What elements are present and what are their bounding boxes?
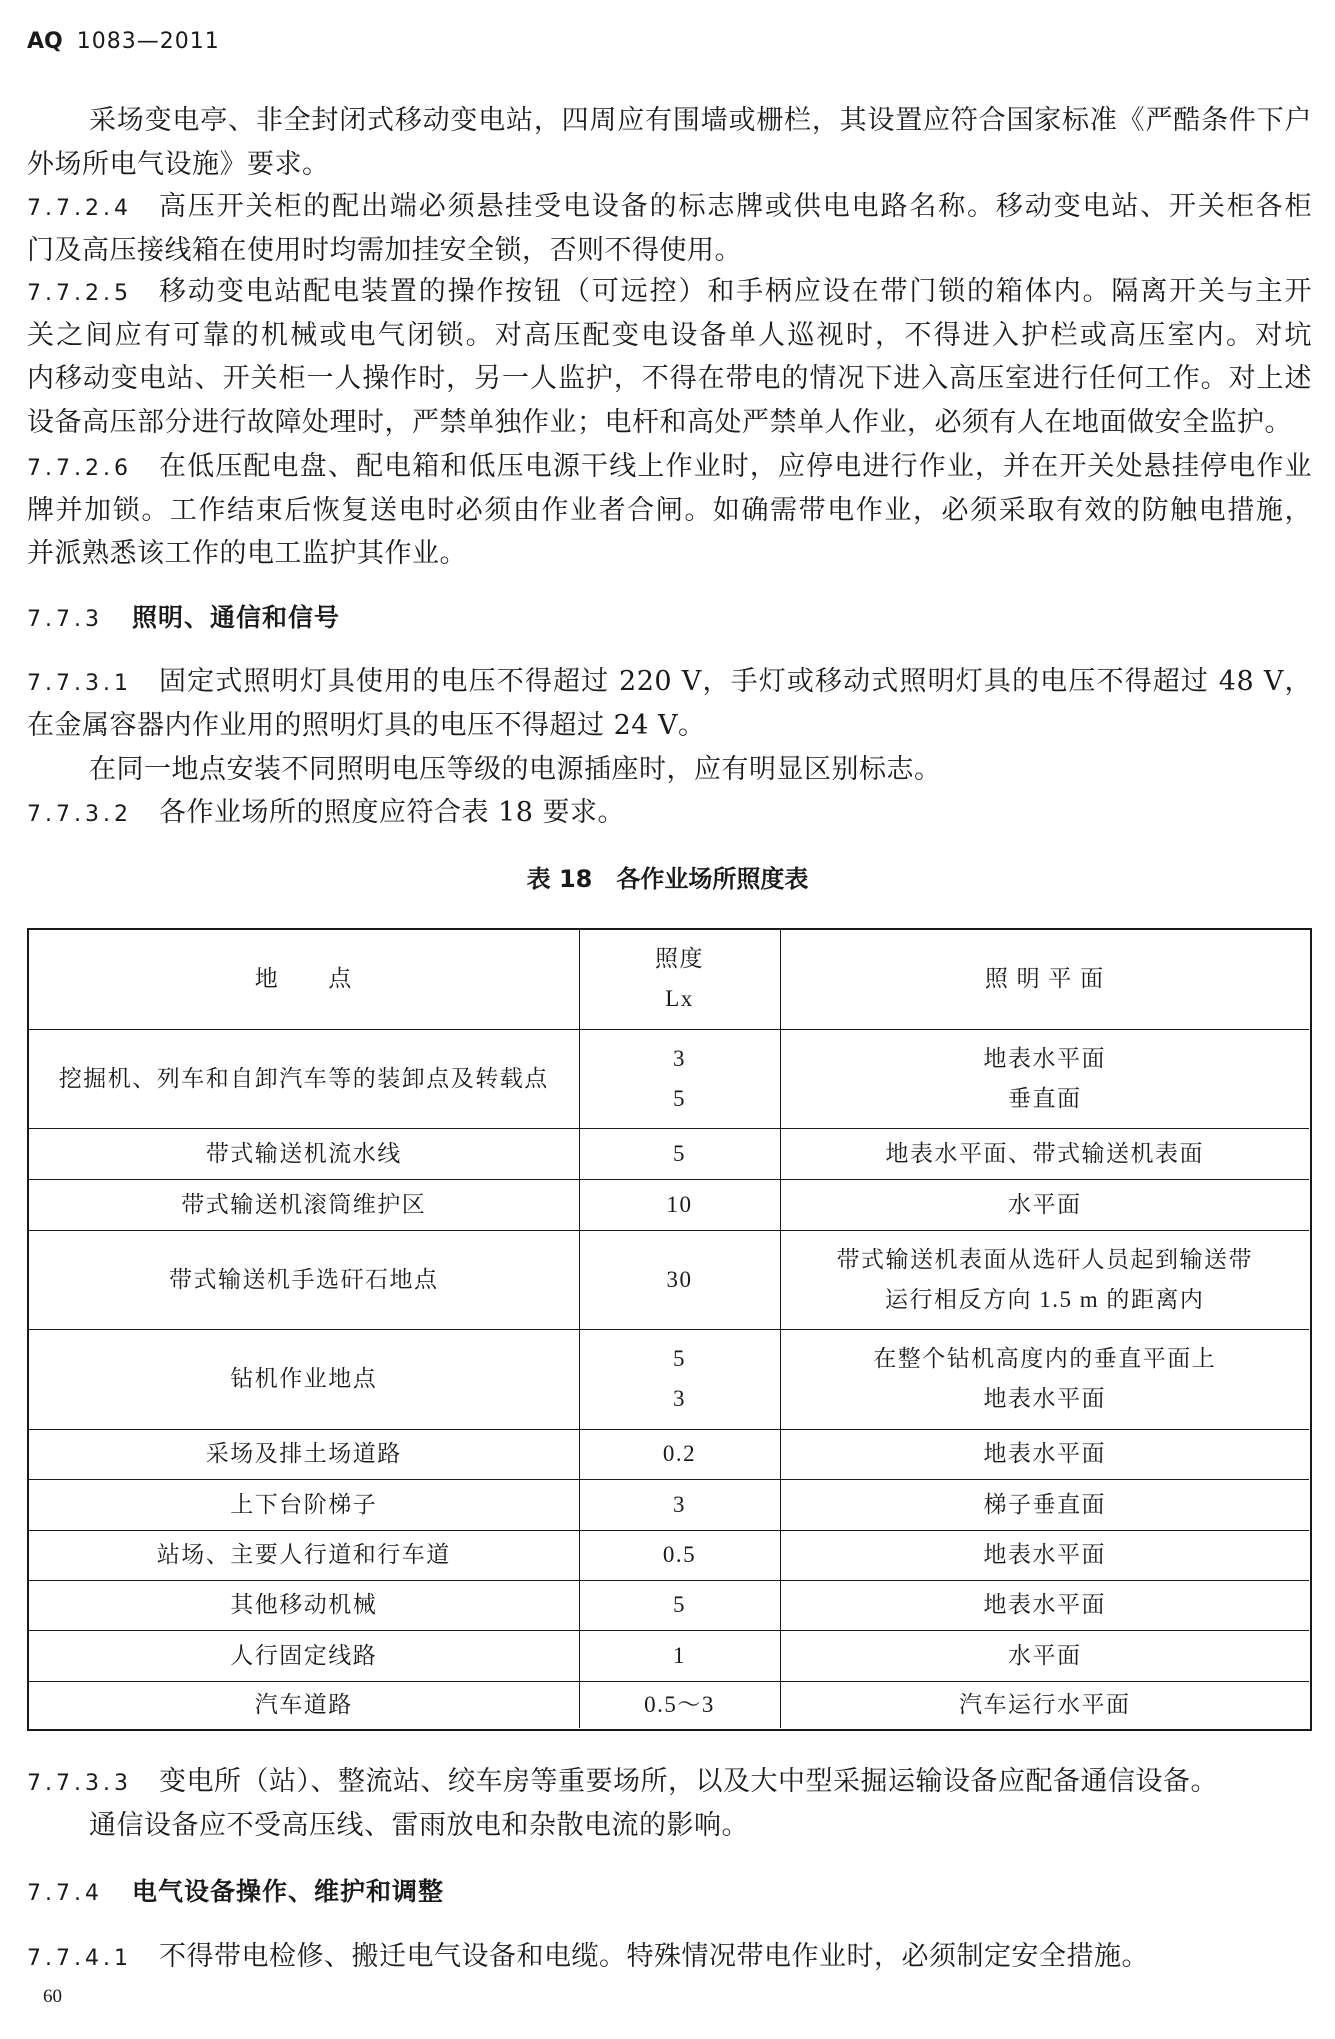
cell-line: 带式输送机流水线	[205, 1140, 402, 1166]
cell-location	[29, 1231, 580, 1330]
cell-line: 带式输送机表面从选矸人员起到输送带	[836, 1246, 1253, 1272]
cell-line: 30	[666, 1266, 693, 1292]
standard-number: 1083—2011	[76, 29, 220, 54]
cell-illuminance	[580, 1030, 781, 1129]
clause-7-7-3-1	[27, 660, 1312, 747]
text-line: 设备高压部分进行故障处理时，严禁单独作业；电杆和高处严禁单人作业，必须有人在地面做安全监护。	[27, 406, 1292, 438]
cell-location	[29, 1682, 580, 1729]
cell-line: 其他移动机械	[230, 1592, 378, 1617]
text-line: 关之间应有可靠的机械或电气闭锁。对高压配变电设备单人巡视时，不得进入护栏或高压室内。对坑	[27, 319, 1312, 351]
text-line: 固定式照明灯具使用的电压不得超过 220 V，手灯或移动式照明灯具的电压不得超过 48 V，	[159, 666, 1312, 697]
cell-lighting-plane	[781, 1531, 1310, 1581]
cell-location	[29, 1030, 580, 1129]
section-title: 照明、通信和信号	[132, 603, 341, 632]
section-title: 电气设备操作、维护和调整	[132, 1877, 445, 1906]
cell-location	[29, 1631, 580, 1682]
standard-prefix: AQ	[27, 29, 63, 54]
cell-line: 地表水平面	[983, 1592, 1106, 1617]
clause-first-line	[27, 791, 1312, 835]
cell-line: 0.5	[662, 1542, 697, 1567]
cell-lighting-plane	[781, 1330, 1310, 1430]
cell-location	[29, 1129, 580, 1180]
cell-illuminance	[580, 1480, 781, 1531]
cell-line: 地 点	[254, 966, 353, 992]
cell-lighting-plane	[781, 1180, 1310, 1231]
cell-line: 地表水平面	[983, 1441, 1106, 1466]
cell-lighting-plane	[781, 1231, 1310, 1330]
cell-line: 上下台阶梯子	[230, 1491, 378, 1517]
cell-line: 地表水平面	[983, 1386, 1106, 1411]
cell-location	[29, 1430, 580, 1480]
text-line: 不得带电检修、搬迁电气设备和电缆。特殊情况带电作业时，必须制定安全措施。	[159, 1941, 1149, 1972]
clause-number: 7.7.2.6	[27, 456, 132, 481]
cell-line: 3	[673, 1045, 686, 1071]
clause-first-line	[27, 445, 1312, 489]
page-number: 60	[43, 1986, 62, 2007]
cell-line: 3	[673, 1386, 686, 1411]
cell-lighting-plane	[781, 1129, 1310, 1180]
heading-line	[27, 596, 1312, 640]
cell-line: 挖掘机、列车和自卸汽车等的装卸点及转载点	[58, 1065, 549, 1091]
cell-location	[29, 1581, 580, 1631]
cell-line: 梯子垂直面	[983, 1491, 1106, 1517]
cell-line: 站场、主要人行道和行车道	[156, 1542, 451, 1567]
cell-illuminance	[580, 1180, 781, 1231]
cell-line: 5	[673, 1140, 686, 1166]
text-line: 移动变电站配电装置的操作按钮（可远控）和手柄应设在带门锁的箱体内。隔离开关与主开	[159, 276, 1312, 307]
table-header-illuminance	[580, 930, 781, 1030]
text-line: 在同一地点安装不同照明电压等级的电源插座时，应有明显区别标志。	[89, 754, 942, 785]
clause-number: 7.7.2.5	[27, 281, 132, 306]
cell-line: 10	[666, 1191, 693, 1217]
cell-lighting-plane	[781, 1480, 1310, 1531]
clause-7-7-4-1	[27, 1935, 1312, 1979]
cell-line: 水平面	[1008, 1191, 1082, 1217]
clause-number: 7.7.2.4	[27, 196, 132, 221]
text-line: 各作业场所的照度应符合表 18 要求。	[159, 797, 626, 828]
text-line: 在金属容器内作业用的照明灯具的电压不得超过 24 V。	[27, 709, 706, 741]
table-title: 表 18 各作业场所照度表	[526, 865, 809, 893]
cell-illuminance	[580, 1430, 781, 1480]
text-line: 高压开关柜的配出端必须悬挂受电设备的标志牌或供电电路名称。移动变电站、开关柜各柜	[159, 191, 1312, 222]
cell-illuminance	[580, 1682, 781, 1729]
cell-line: 汽车运行水平面	[959, 1691, 1131, 1717]
text-line: 门及高压接线箱在使用时均需加挂安全锁，否则不得使用。	[27, 234, 742, 266]
cell-line: 照 明 平 面	[984, 966, 1105, 992]
section-number: 7.7.3	[27, 607, 103, 632]
cell-line: 3	[673, 1491, 686, 1517]
clause-first-line	[27, 185, 1312, 229]
clause-7-7-2-6	[27, 445, 1312, 576]
intro-paragraph	[27, 99, 1312, 186]
clause-first-line	[27, 270, 1312, 314]
cell-location	[29, 1531, 580, 1581]
cell-location	[29, 1480, 580, 1531]
heading-line	[27, 1870, 1312, 1914]
clause-7-7-2-5	[27, 270, 1312, 444]
cell-lighting-plane	[781, 1030, 1310, 1129]
cell-line: 运行相反方向 1.5 m 的距离内	[885, 1286, 1205, 1312]
clause-first-line	[27, 1935, 1312, 1979]
cell-line: 汽车道路	[254, 1691, 353, 1717]
cell-illuminance	[580, 1531, 781, 1581]
clause-first-line	[27, 660, 1312, 704]
cell-line: 5	[673, 1346, 686, 1371]
cell-line: 5	[673, 1085, 686, 1111]
text-line: 通信设备应不受高压线、雷雨放电和杂散电流的影响。	[89, 1810, 749, 1841]
cell-illuminance	[580, 1129, 781, 1180]
cell-line: 地表水平面	[983, 1542, 1106, 1567]
section-heading-7-7-4	[27, 1870, 1312, 1914]
cell-line: 5	[673, 1592, 686, 1617]
cell-illuminance	[580, 1231, 781, 1330]
section-number: 7.7.4	[27, 1881, 103, 1906]
cell-line: 带式输送机滚筒维护区	[181, 1191, 427, 1217]
clause-7-7-3-2	[27, 791, 1312, 835]
text-line: 并派熟悉该工作的电工监护其作业。	[27, 538, 467, 569]
table-header-location	[29, 930, 580, 1030]
clause-7-7-3-3	[27, 1760, 1312, 1804]
cell-line: 0.5～3	[644, 1691, 715, 1717]
cell-lighting-plane	[781, 1430, 1310, 1480]
cell-line: 采场及排土场道路	[205, 1441, 402, 1466]
text-line: 外场所电气设施》要求。	[27, 148, 330, 180]
clause-7-7-2-4	[27, 185, 1312, 272]
cell-illuminance	[580, 1330, 781, 1430]
cell-line: 在整个钻机高度内的垂直平面上	[873, 1346, 1217, 1371]
text-line: 采场变电亭、非全封闭式移动变电站，四周应有围墙或栅栏，其设置应符合国家标准《严酷条件下户	[89, 105, 1312, 136]
cell-line: Lx	[665, 986, 694, 1012]
cell-lighting-plane	[781, 1682, 1310, 1729]
cell-location	[29, 1180, 580, 1231]
cell-illuminance	[580, 1581, 781, 1631]
cell-line: 照度	[655, 946, 704, 972]
clause-7-7-3-3-note	[27, 1804, 1312, 1848]
cell-line: 1	[673, 1642, 686, 1668]
text-line: 变电所（站）、整流站、绞车房等重要场所，以及大中型采掘运输设备应配备通信设备。	[159, 1766, 1218, 1797]
cell-lighting-plane	[781, 1631, 1310, 1682]
section-heading-7-7-3	[27, 596, 1312, 640]
cell-line: 垂直面	[1008, 1085, 1082, 1111]
cell-line: 水平面	[1008, 1642, 1082, 1668]
clause-number: 7.7.3.3	[27, 1771, 132, 1796]
clause-first-line	[27, 1760, 1312, 1804]
cell-line: 0.2	[662, 1441, 697, 1466]
document-code-header	[27, 28, 220, 56]
clause-number: 7.7.3.1	[27, 671, 132, 696]
cell-line: 地表水平面	[983, 1045, 1106, 1071]
text-line: 在低压配电盘、配电箱和低压电源干线上作业时，应停电进行作业，并在开关处悬挂停电作业	[159, 451, 1312, 482]
cell-line: 人行固定线路	[230, 1642, 378, 1668]
cell-location	[29, 1330, 580, 1430]
clause-7-7-3-1-note	[27, 748, 1312, 792]
cell-line: 钻机作业地点	[230, 1366, 378, 1391]
cell-lighting-plane	[781, 1581, 1310, 1631]
cell-line: 带式输送机手选矸石地点	[169, 1266, 439, 1292]
text-line: 内移动变电站、开关柜一人操作时，另一人监护，不得在带电的情况下进入高压室进行任何工作。对上述	[27, 363, 1312, 394]
cell-illuminance	[580, 1631, 781, 1682]
clause-number: 7.7.3.2	[27, 802, 132, 827]
table-header-lighting-plane	[781, 930, 1310, 1030]
text-line: 牌并加锁。工作结束后恢复送电时必须由作业者合闸。如确需带电作业，必须采取有效的防触电措施，	[27, 494, 1312, 526]
illuminance-table	[27, 928, 1312, 1731]
cell-line: 地表水平面、带式输送机表面	[885, 1140, 1204, 1166]
clause-number: 7.7.4.1	[27, 1946, 132, 1971]
